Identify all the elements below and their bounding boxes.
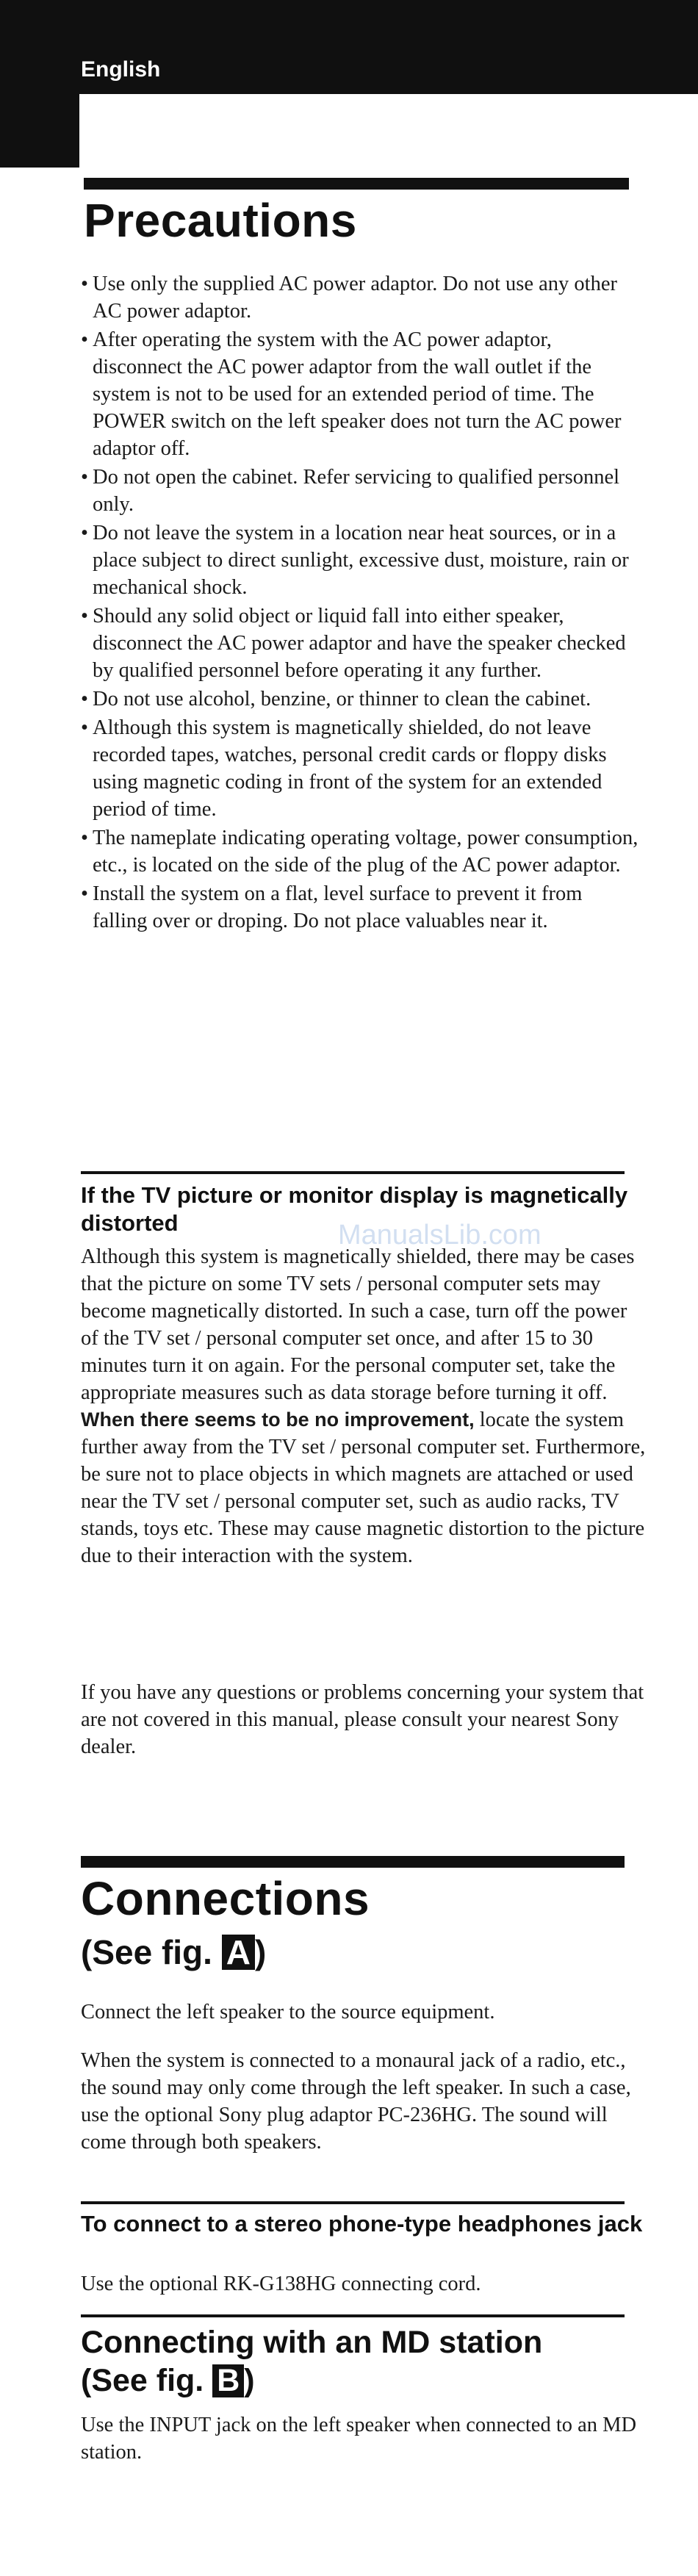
headphones-text: Use the optional RK-G138HG connecting cord. — [81, 2273, 481, 2295]
precaution-item: • Use only the supplied AC power adaptor. Do not use any other AC power adaptor. — [81, 270, 639, 325]
side-strip — [0, 94, 79, 168]
fig-ref-prefix: (See fig. — [81, 1933, 212, 1971]
precaution-item: • The nameplate indicating operating voltage, power consumption, etc., is located on the side of the plug of the AC power adaptor. — [81, 824, 639, 879]
precaution-item: • Should any solid object or liquid fall into either speaker, disconnect the AC power adaptor and have the speaker checked by qualified personnel before operating it any further. — [81, 602, 639, 684]
connections-intro: Connect the left speaker to the source equipment. — [81, 2001, 495, 2023]
precaution-item: • After operating the system with the AC power adaptor, disconnect the AC power adaptor from the wall outlet if the system is not to be used for an extended period of time. The POWER switch on the left speaker does not turn the AC power adaptor off. — [81, 326, 639, 462]
tv-distortion-paragraph — [81, 1243, 647, 1569]
precaution-item: • Do not use alcohol, benzine, or thinner to clean the cabinet. — [81, 686, 639, 713]
precautions-list — [81, 270, 639, 936]
precautions-title: Precautions — [84, 194, 357, 247]
md-fig-prefix: (See fig. — [81, 2363, 204, 2398]
md-rule — [81, 2314, 625, 2317]
headphones-rule — [81, 2201, 625, 2204]
md-heading-text: Connecting with an MD station — [81, 2325, 543, 2360]
md-station-heading — [81, 2323, 669, 2400]
tv-paragraph-text-end: locate the system further away from the TV set / personal computer set. Furthermore, be sure not to place objects in which magnets are attached or used near the TV set / personal computer set, such as audio racks, TV stands, toys etc. These may cause magnetic distortion to the picture due to their interaction with the system. — [81, 1408, 646, 1567]
md-fig-suffix: ) — [244, 2363, 255, 2398]
md-station-text: Use the INPUT jack on the left speaker when connected to an MD station. — [81, 2414, 637, 2464]
connections-title: Connections — [81, 1872, 370, 1925]
precaution-item: • Do not leave the system in a location near heat sources, or in a place subject to direct sunlight, excessive dust, moisture, rain or mechanical shock. — [81, 519, 639, 601]
tv-section-rule — [81, 1171, 625, 1174]
headphones-heading: To connect to a stereo phone-type headphones jack — [81, 2211, 643, 2237]
watermark: ManualsLib.com — [338, 1220, 542, 1251]
fig-b-badge: B — [212, 2364, 244, 2397]
precaution-item: • Install the system on a flat, level surface to prevent it from falling over or droping. Do not place valuables near it. — [81, 880, 639, 935]
fig-a-badge: A — [222, 1935, 255, 1970]
fig-ref-suffix: ) — [254, 1933, 267, 1971]
precaution-item: • Although this system is magnetically shielded, do not leave recorded tapes, watches, personal credit cards or floppy disks using magnetic coding in front of the system for an extended period of time. — [81, 714, 639, 823]
precaution-item: • Do not open the cabinet. Refer servicing to qualified personnel only. — [81, 464, 639, 518]
language-label: English — [81, 57, 161, 82]
connections-monaural-note: When the system is connected to a monaural jack of a radio, etc., the sound may only come through the left speaker. In such a case, use the optional Sony plug adaptor PC-236HG. The sound will come through both speakers. — [81, 2049, 631, 2154]
tab-notch — [79, 94, 698, 168]
section-rule-precautions — [84, 178, 629, 190]
tv-paragraph-bold: When there seems to be no improvement, — [81, 1408, 475, 1431]
tv-paragraph-text-start: Although this system is magnetically shielded, there may be cases that the picture on some TV sets / personal computer sets may become magnetically distorted. In such a case, turn off the power of the TV set / personal computer set once, and after 15 to 30 minutes turn it on again. For the personal computer set, take the appropriate measures such as data storage before turning it off. — [81, 1245, 635, 1404]
tv-distortion-heading: If the TV picture or monitor display is magnetically distorted — [81, 1182, 628, 1236]
dealer-contact-paragraph: If you have any questions or problems concerning your system that are not covered in this manual, please consult your nearest Sony dealer. — [81, 1681, 644, 1758]
connections-fig-ref — [81, 1932, 266, 1972]
section-rule-connections — [81, 1856, 625, 1868]
